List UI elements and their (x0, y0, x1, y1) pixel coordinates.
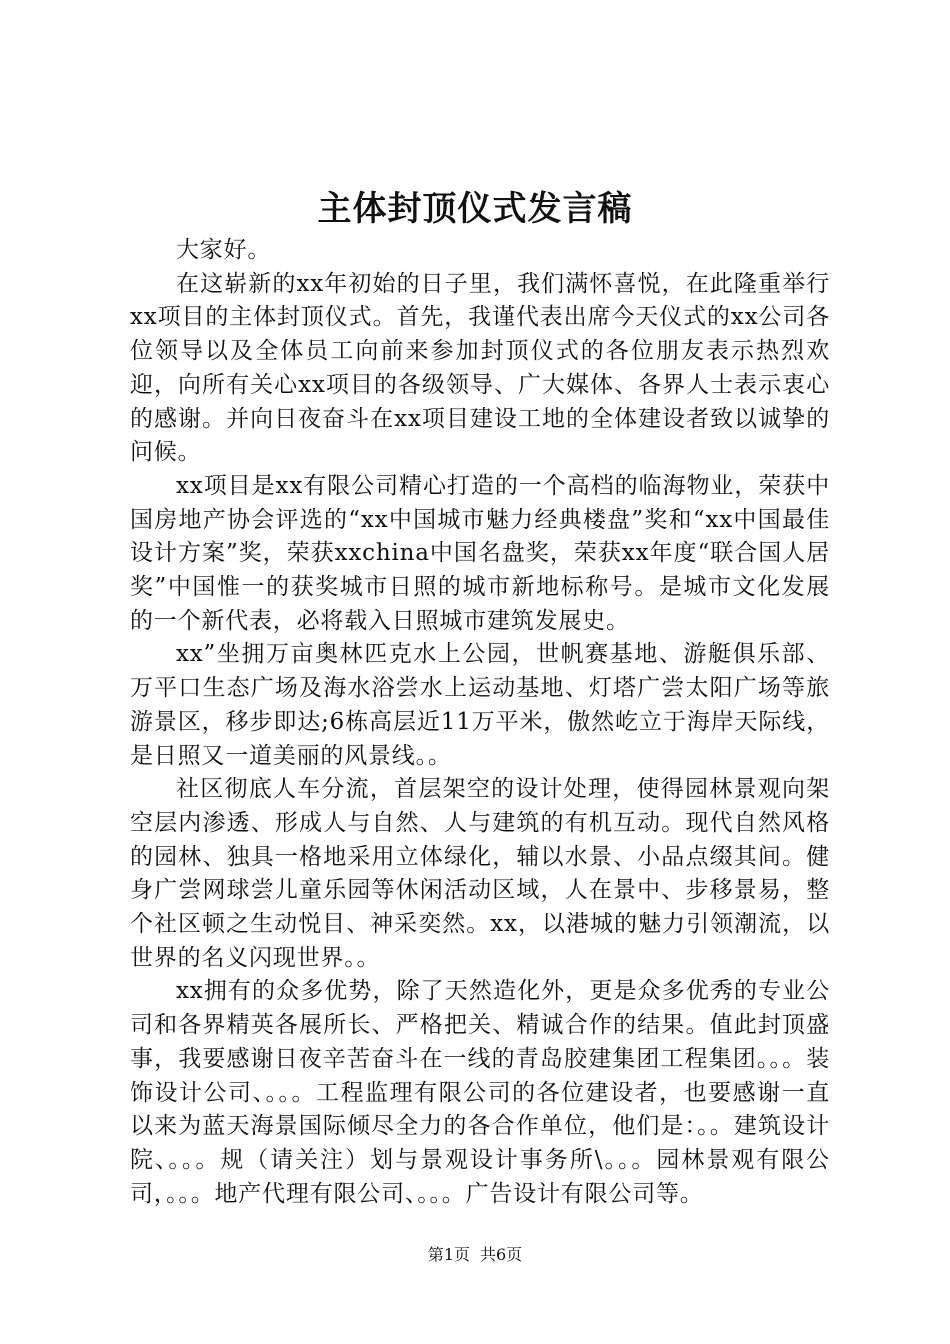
page-total: 共6页 (480, 1245, 523, 1264)
paragraph-community: 社区彻底人车分流，首层架空的设计处理，使得园林景观向架空层内渗透、形成人与自然、人与建筑的有机互动。现代自然风格的园林、独具一格地采用立体绿化，辅以水景、小品点缀其间。健身广尝网球尝儿童乐园等休闲活动区域，人在景中、步移景易，整个社区顿之生动悦目、神采奕然。xx，以港城的魅力引领潮流，以世界的名义闪现世界。。 (130, 776, 830, 971)
page-footer (0, 1244, 950, 1266)
paragraph-location: xx”坐拥万亩奥林匹克水上公园，世帆赛基地、游艇俱乐部、万平口生态广场及海水浴尝水上运动基地、灯塔广尝太阳广场等旅游景区，移步即达;6栋高层近11万平米，傲然屹立于海岸天际线，是日照又一道美丽的风景线。。 (130, 641, 830, 769)
document-body (130, 234, 830, 1211)
paragraph-acknowledgements: xx拥有的众多优势，除了天然造化外，更是众多优秀的专业公司和各界精英各展所长、严格把关、精诚合作的结果。值此封顶盛事，我要感谢日夜辛苦奋斗在一线的青岛胶建集团工程集团。。。装饰设计公司、。。。工程监理有限公司的各位建设者，也要感谢一直以来为蓝天海景国际倾尽全力的各合作单位，他们是：。。建筑设计院、。。。规（请关注）划与景观设计事务所\。。。园林景观有限公司，。。。地产代理有限公司、。。。广告设计有限公司等。 (130, 978, 830, 1207)
document-title: 主体封顶仪式发言稿 (317, 189, 633, 229)
paragraph-opening: 在这崭新的xx年初始的日子里，我们满怀喜悦，在此隆重举行xx项目的主体封顶仪式。首先，我谨代表出席今天仪式的xx公司各位领导以及全体员工向前来参加封顶仪式的各位朋友表示热烈欢迎，向所有关心xx项目的各级领导、广大媒体、各界人士表示衷心的感谢。并向日夜奋斗在xx项目建设工地的全体建设者致以诚挚的问候。 (130, 270, 830, 466)
paragraph-project-awards: xx项目是xx有限公司精心打造的一个高档的临海物业，荣获中国房地产协会评选的“xx中国城市魅力经典楼盘”奖和“xx中国最佳设计方案”奖，荣获xxchina中国名盘奖，荣获xx年度“联合国人居奖”中国惟一的获奖城市日照的城市新地标称号。是城市文化发展的一个新代表，必将载入日照城市建筑发展史。 (130, 472, 830, 634)
page-number: 第1页 (427, 1245, 470, 1264)
paragraph-greeting: 大家好。 (176, 237, 272, 263)
